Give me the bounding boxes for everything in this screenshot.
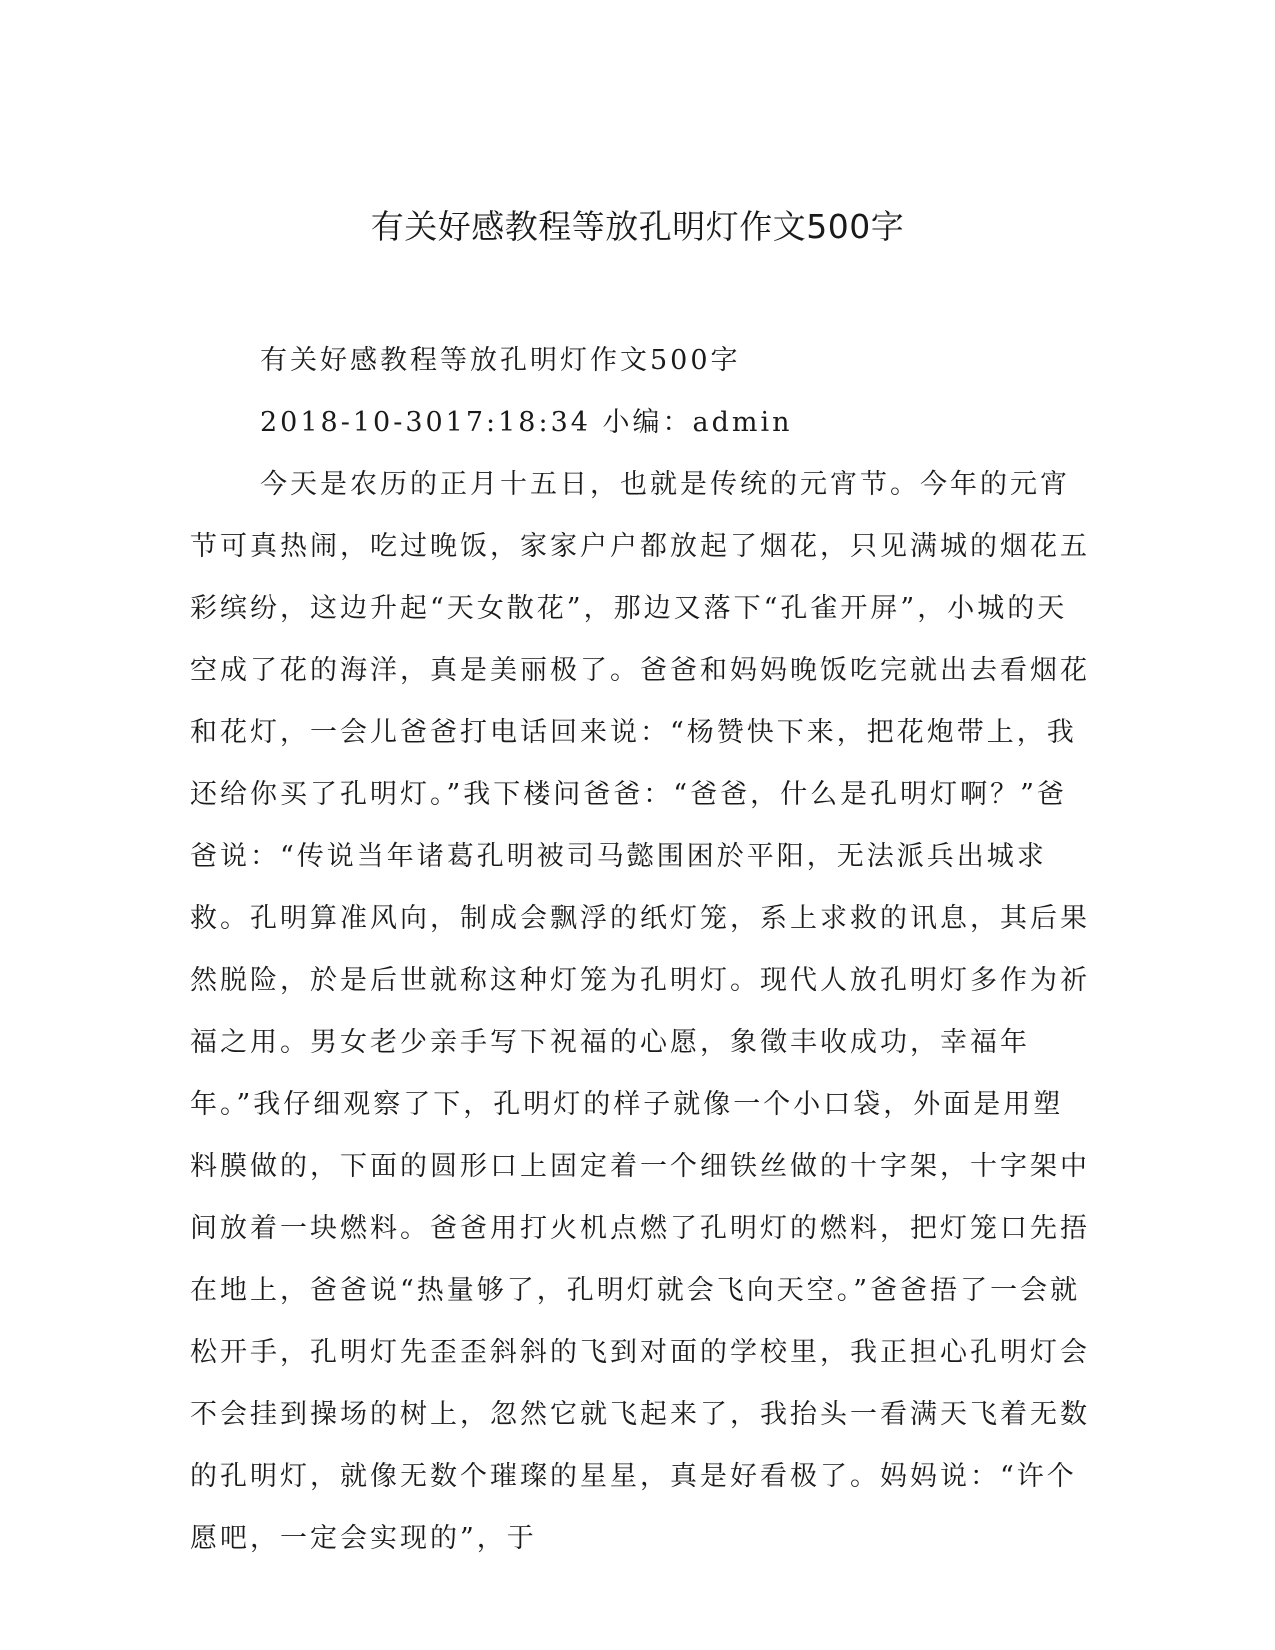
article-body <box>190 330 1090 1570</box>
article-meta: 2018-10-3017:18:34 小编：admin <box>260 407 793 438</box>
page-title: 有关好感教程等放孔明灯作文500字 <box>370 207 905 246</box>
article-paragraph: 今天是农历的正月十五日，也就是传统的元宵节。今年的元宵节可真热闹，吃过晚饭，家家户户都放起了烟花，只见满城的烟花五彩缤纷，这边升起“天女散花”，那边又落下“孔雀开屏”，小城的天空成了花的海洋，真是美丽极了。爸爸和妈妈晚饭吃完就出去看烟花和花灯，一会儿爸爸打电话回来说：“杨赞快下来，把花炮带上，我还给你买了孔明灯。”我下楼问爸爸：“爸爸，什么是孔明灯啊？”爸爸说：“传说当年诸葛孔明被司马懿围困於平阳，无法派兵出城求救。孔明算准风向，制成会飘浮的纸灯笼，系上求救的讯息，其后果然脱险，於是后世就称这种灯笼为孔明灯。现代人放孔明灯多作为祈福之用。男女老少亲手写下祝福的心愿，象徵丰收成功，幸福年年。”我仔细观察了下，孔明灯的样子就像一个小口袋，外面是用塑料膜做的，下面的圆形口上固定着一个细铁丝做的十字架，十字架中间放着一块燃料。爸爸用打火机点燃了孔明灯的燃料，把灯笼口先捂在地上，爸爸说“热量够了，孔明灯就会飞向天空。”爸爸捂了一会就松开手，孔明灯先歪歪斜斜的飞到对面的学校里，我正担心孔明灯会不会挂到操场的树上，忽然它就飞起来了，我抬头一看满天飞着无数的孔明灯，就像无数个璀璨的星星，真是好看极了。妈妈说：“许个愿吧，一定会实现的”，于 <box>190 469 1090 1554</box>
article-subtitle: 有关好感教程等放孔明灯作文500字 <box>260 345 741 376</box>
